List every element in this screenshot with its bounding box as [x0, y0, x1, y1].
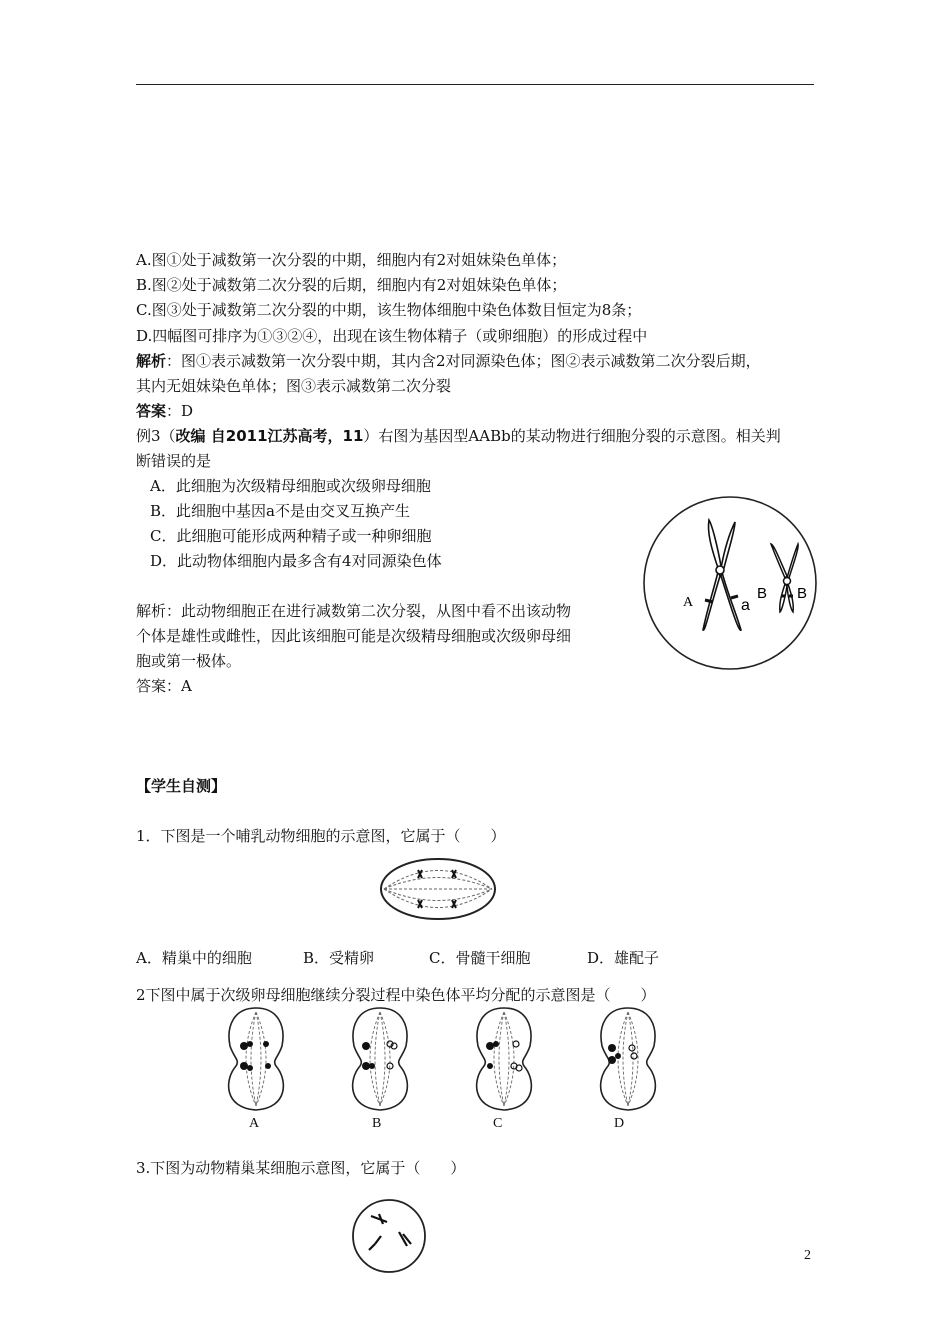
analysis-line-1	[136, 351, 761, 371]
q1-cell-figure	[378, 856, 498, 922]
example3-answer: 答案：A	[136, 677, 192, 695]
option-d: D.四幅图可排序为①③②④，出现在该生物体精子（或卵细胞）的形成过程中	[136, 327, 648, 345]
gene-label-a: a	[741, 597, 750, 614]
q3-cell-membrane	[353, 1200, 425, 1272]
analysis-line-2: 其内无姐妹染色单体；图③表示减数第二次分裂	[136, 377, 452, 395]
q2-cell-b	[353, 1008, 408, 1110]
gene-label-A: A	[683, 595, 694, 610]
answer-label: 答案	[136, 402, 167, 420]
gene-label-B-left: B	[757, 585, 768, 602]
answer-value: ：D	[166, 402, 194, 420]
q2-label-b: B	[372, 1116, 382, 1131]
example3-stem-1	[136, 426, 781, 446]
option-c: C.图③处于减数第二次分裂的中期，该生物体细胞中染色体数目恒定为8条；	[136, 301, 642, 319]
chromosome-pair-a	[703, 520, 741, 630]
q1-option-b: B．受精卵	[303, 949, 375, 967]
page-number: 2	[804, 1248, 811, 1263]
q1-option-c: C．骨髓干细胞	[429, 949, 531, 967]
q3-chromosomes	[369, 1214, 411, 1250]
example3-prefix: 例3（	[136, 427, 176, 445]
example3-option-b: B．此细胞中基因a不是由交叉互换产生	[150, 502, 410, 520]
q2-cells-figure	[216, 1004, 660, 1134]
q2-label-a: A	[249, 1116, 260, 1131]
q2-cell-d	[601, 1008, 656, 1110]
q2-cell-c	[477, 1008, 532, 1110]
example3-analysis-3: 胞或第一极体。	[136, 652, 242, 670]
q2-cell-a	[229, 1008, 284, 1110]
option-a: A.图①处于减数第一次分裂的中期，细胞内有2对姐妹染色单体；	[136, 251, 567, 269]
cell-division-figure	[641, 492, 819, 674]
gene-label-B-right: B	[797, 585, 808, 602]
self-test-q3: 3.下图为动物精巢某细胞示意图，它属于（ ）	[136, 1159, 466, 1177]
q1-option-a: A．精巢中的细胞	[136, 949, 252, 967]
self-test-heading: 【学生自测】	[136, 777, 227, 795]
q2-label-c: C	[493, 1116, 503, 1131]
example3-analysis-2: 个体是雄性或雌性，因此该细胞可能是次级精母细胞或次级卵母细	[136, 627, 572, 645]
analysis-label: 解析	[136, 352, 167, 370]
q1-cell-membrane	[381, 859, 495, 919]
example3-stem-2: 断错误的是	[136, 452, 212, 470]
self-test-q2: 2下图中属于次级卵母细胞继续分裂过程中染色体平均分配的示意图是（ ）	[136, 986, 656, 1004]
example3-option-c: C．此细胞可能形成两种精子或一种卵细胞	[150, 527, 432, 545]
example3-analysis-1: 解析：此动物细胞正在进行减数第二次分裂，从图中看不出该动物	[136, 602, 572, 620]
option-b: B.图②处于减数第二次分裂的后期，细胞内有2对姐妹染色单体；	[136, 276, 567, 294]
q3-cell-figure	[349, 1198, 429, 1274]
example3-stem-text: ）右图为基因型AABb的某动物进行细胞分裂的示意图。相关判	[363, 427, 781, 445]
q2-label-d: D	[614, 1116, 625, 1131]
q1-spindle	[384, 871, 492, 908]
chromosome-pair-b	[771, 544, 798, 612]
q1-option-d: D．雄配子	[587, 949, 660, 967]
example3-option-d: D．此动物体细胞内最多含有4对同源染色体	[150, 552, 442, 570]
example3-source: 改编 自2011江苏高考，11	[175, 427, 364, 445]
answer-line-1	[136, 401, 193, 421]
analysis-text-1: ：图①表示减数第一次分裂中期，其内含2对同源染色体；图②表示减数第二次分裂后期，	[166, 352, 761, 370]
self-test-q1: 1．下图是一个哺乳动物细胞的示意图，它属于（ ）	[136, 827, 506, 845]
header-rule	[136, 84, 814, 85]
example3-option-a: A．此细胞为次级精母细胞或次级卵母细胞	[150, 477, 431, 495]
